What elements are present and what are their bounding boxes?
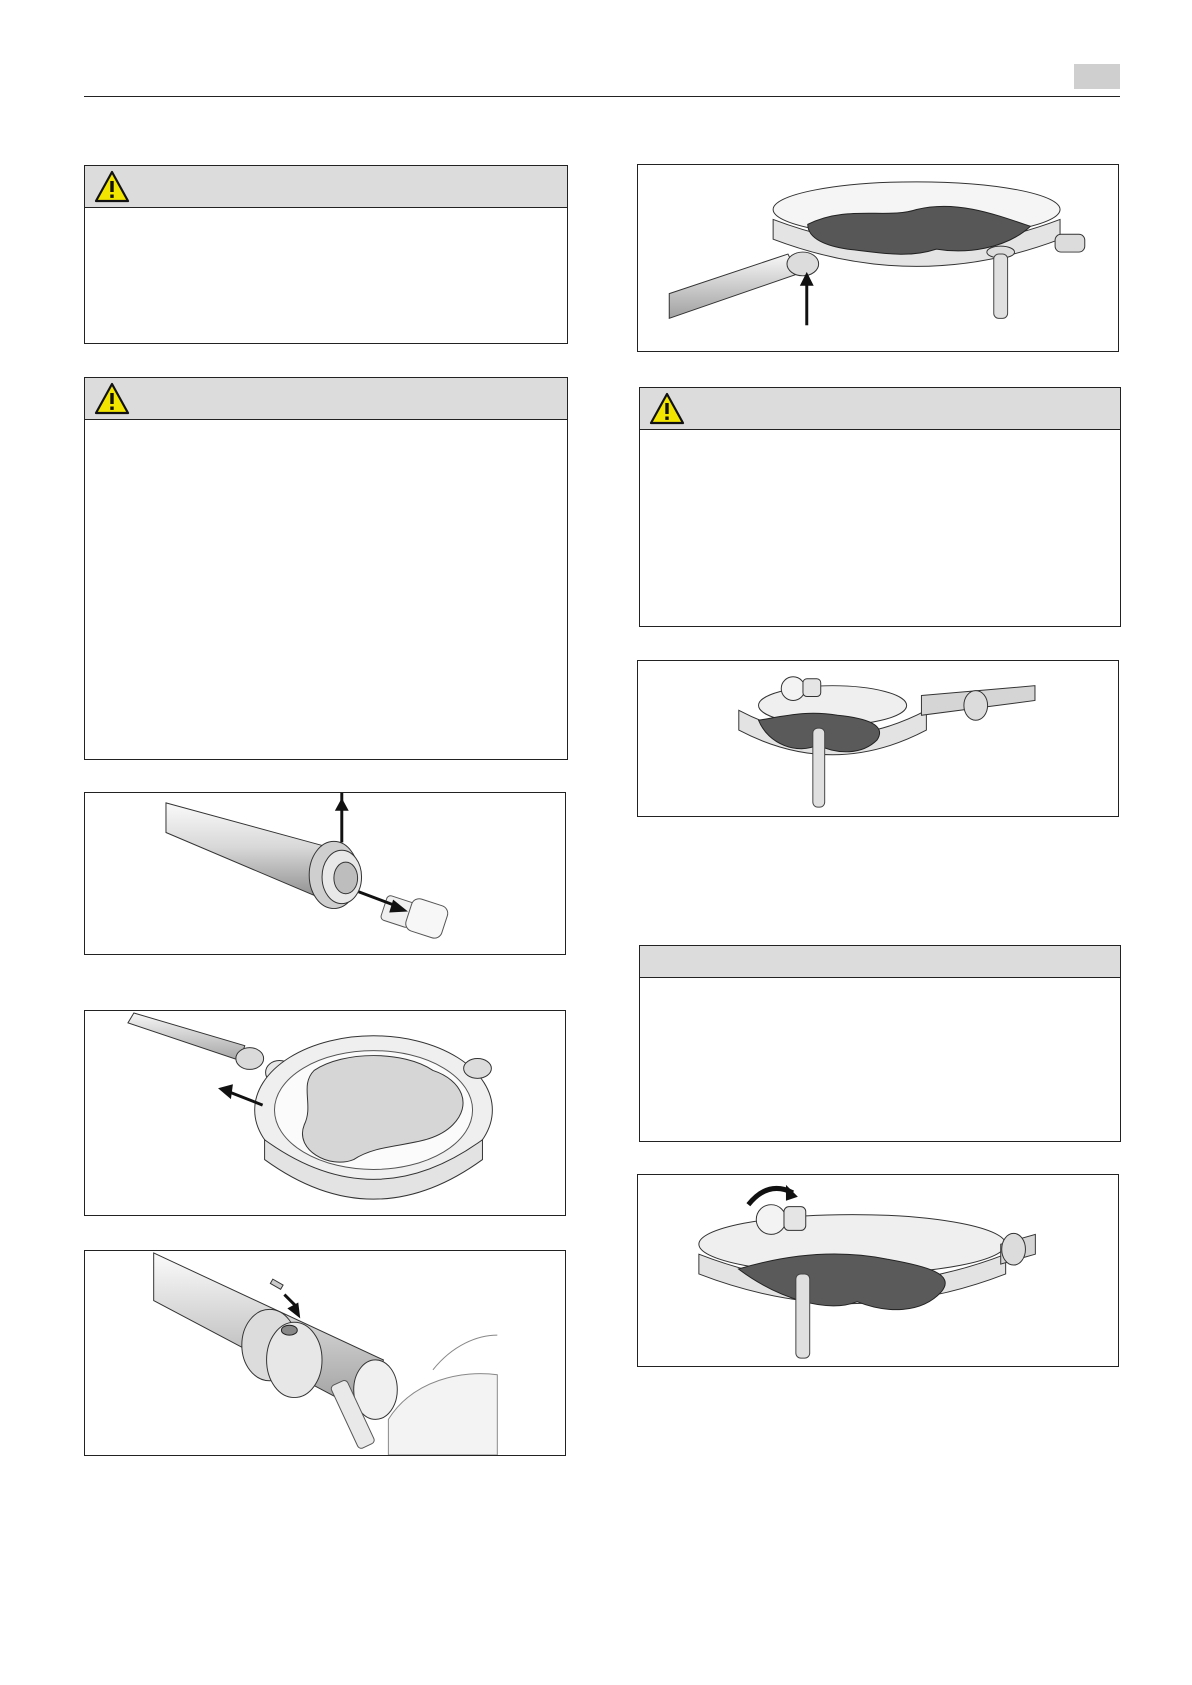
warning-box-1	[84, 165, 568, 344]
warning-triangle-icon	[649, 392, 685, 426]
header-tab	[1074, 64, 1120, 89]
warning-box-header	[85, 378, 567, 420]
lamp-head-underside-illustration	[638, 165, 1118, 351]
warning-box-3	[639, 387, 1121, 627]
figure-lamp-head-pull-off	[84, 1010, 566, 1216]
warning-box-header	[85, 166, 567, 208]
figure-lamp-head-side-knob	[637, 660, 1119, 817]
note-box	[639, 945, 1121, 1142]
header-rule	[84, 96, 1120, 97]
rotate-clockwise-arrow-icon	[786, 1185, 798, 1201]
figure-lamp-head-knob-rotation	[637, 1174, 1119, 1367]
figure-arm-key-slot	[84, 1250, 566, 1456]
figure-arm-end-cap-removal	[84, 792, 566, 955]
warning-triangle-icon	[94, 382, 130, 416]
warning-triangle-icon	[94, 170, 130, 204]
figure-lamp-head-mount-underside	[637, 164, 1119, 352]
arrow-left-icon	[218, 1084, 233, 1099]
arm-end-cap-illustration	[85, 793, 565, 954]
warning-box-2	[84, 377, 568, 760]
note-box-header	[640, 946, 1120, 978]
warning-box-header	[640, 388, 1120, 430]
lamp-head-knob-illustration	[638, 661, 1118, 816]
lamp-head-illustration	[85, 1011, 565, 1215]
arrow-up-icon	[335, 798, 349, 811]
lamp-head-rotation-illustration	[638, 1175, 1118, 1366]
arm-key-slot-illustration	[85, 1251, 565, 1455]
